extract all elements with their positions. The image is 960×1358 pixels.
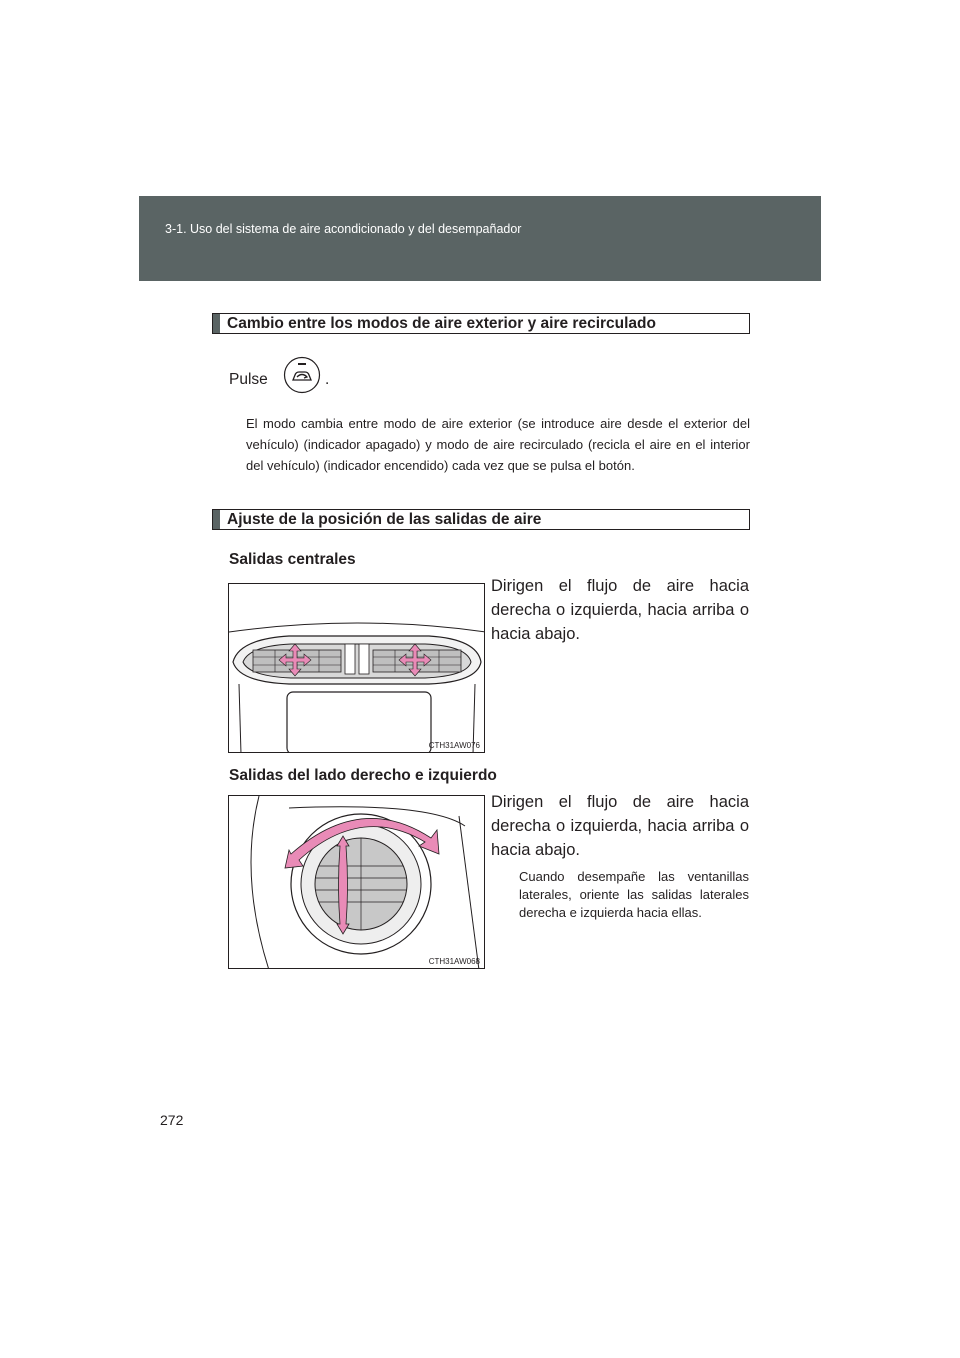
- pulse-end: .: [325, 371, 330, 388]
- side-vents-heading: Salidas del lado derecho e izquierdo: [229, 767, 497, 784]
- recirculation-button-icon: [283, 356, 321, 394]
- section-title-vents: [212, 509, 750, 530]
- side-vents-description: Dirigen el flujo de aire hacia derecha o izquierda, hacia arriba o hacia abajo.: [491, 793, 749, 859]
- title-accent-bar: [213, 510, 220, 529]
- section-title-text: Ajuste de la posición de las salidas de aire: [227, 511, 542, 528]
- breadcrumb: 3-1. Uso del sistema de aire acondicionado y del desempañador: [165, 222, 522, 236]
- pulse-label: Pulse: [229, 371, 268, 388]
- page-header: [139, 196, 821, 281]
- side-vents-figure: [228, 795, 485, 969]
- page-number: 272: [160, 1112, 184, 1128]
- figure-code: CTH31AW068: [428, 957, 480, 966]
- section-title-text: Cambio entre los modos de aire exterior y aire recirculado: [227, 315, 656, 332]
- figure-code: CTH31AW076: [428, 741, 480, 750]
- central-vents-heading: Salidas centrales: [229, 551, 356, 568]
- section-title-air-mode: [212, 313, 750, 334]
- central-vents-description: Dirigen el flujo de aire hacia derecha o izquierda, hacia arriba o hacia abajo.: [491, 577, 749, 643]
- central-vents-figure: [228, 583, 485, 753]
- side-vents-note: Cuando desempañe las ventanillas laterales, oriente las salidas laterales derecha e izquierda hacia ellas.: [519, 869, 749, 920]
- title-accent-bar: [213, 314, 220, 333]
- air-mode-description: El modo cambia entre modo de aire exterior (se introduce aire desde el exterior del vehículo) (indicador apagado) y modo de aire recirculado (recicla el aire en el interior del vehículo) (indicador encendido) cada vez que se pulsa el botón.: [246, 416, 750, 473]
